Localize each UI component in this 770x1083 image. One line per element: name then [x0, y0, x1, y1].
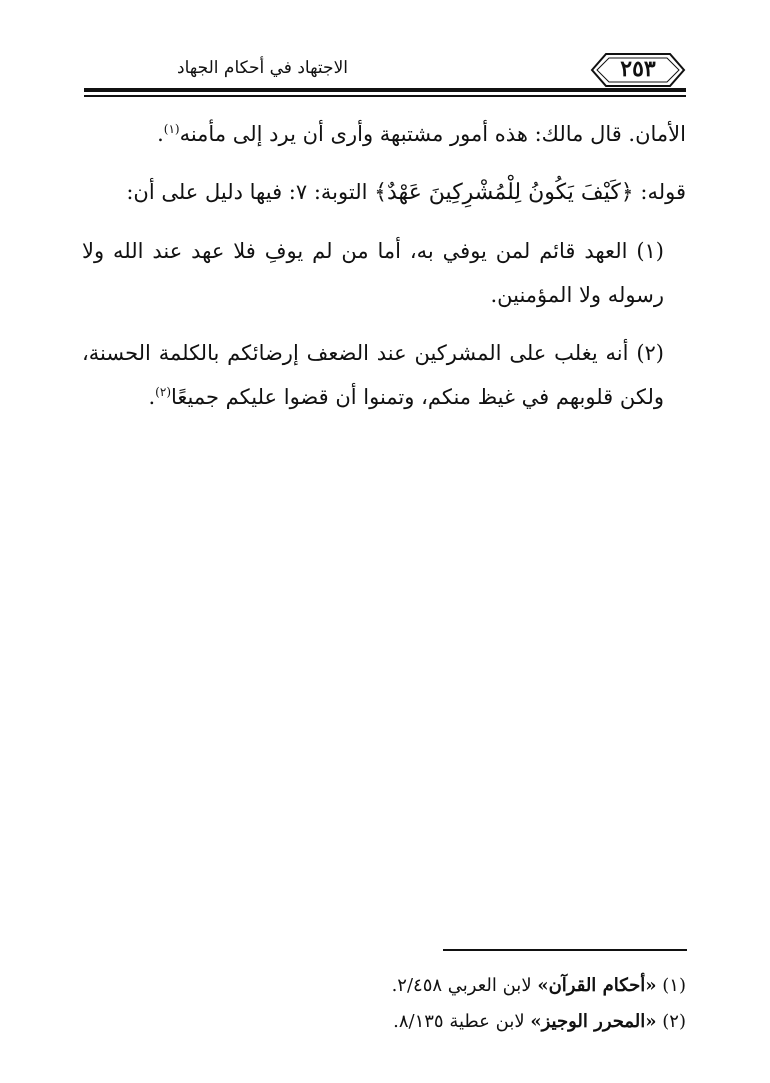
running-title: الاجتهاد في أحكام الجهاد: [177, 58, 348, 78]
footnote-2: [82, 1004, 686, 1040]
footnote-2-title: «المحرر الوجيز»: [530, 1011, 657, 1032]
footnote-1-rest: لابن العربي ٢/٤٥٨.: [391, 975, 538, 996]
footnote-2-rest: لابن عطية ٨/١٣٥.: [393, 1011, 531, 1032]
header-rule-thin: [84, 95, 686, 97]
paragraph-4: [82, 331, 686, 419]
paragraph-2-suffix: التوبة: ٧: فيها دليل على أن:: [126, 180, 375, 204]
footnote-1: [82, 968, 686, 1004]
paragraph-3: [82, 229, 686, 317]
paragraph-2-prefix: قوله:: [633, 180, 686, 204]
paragraph-1: [82, 112, 686, 156]
footnote-ref-1: (١): [163, 122, 180, 136]
paragraph-3-text: (١) العهد قائم لمن يوفي به، أما من لم يوفِ فلا عهد عند الله ولا رسوله ولا المؤمنين.: [82, 239, 664, 307]
footnote-1-title: «أحكام القرآن»: [537, 975, 657, 996]
paragraph-1-end: .: [157, 122, 164, 146]
paragraph-1-text: الأمان. قال مالك: هذه أمور مشتبهة وأرى أن يرد إلى مأمنه: [179, 122, 686, 146]
page-number: ٢٥٣: [620, 56, 656, 82]
footnote-2-number: (٢): [662, 1011, 686, 1032]
page-number-badge: [590, 52, 686, 88]
header-rule-thick: [84, 88, 686, 92]
footnote-1-number: (١): [662, 975, 686, 996]
quran-verse: ﴿كَيْفَ يَكُونُ لِلْمُشْرِكِينَ عَهْدٌ﴾: [374, 180, 634, 205]
paragraph-4-text: (٢) أنه يغلب على المشركين عند الضعف إرضائكم بالكلمة الحسنة، ولكن قلوبهم في غيظ منكم، وتمنوا أن قضوا عليكم جميعًا: [82, 341, 664, 409]
paragraph-4-end: .: [148, 385, 156, 409]
footnote-ref-2: (٢): [155, 385, 171, 399]
paragraph-2: [82, 170, 686, 215]
footnote-separator: [443, 949, 687, 951]
footnotes: [82, 968, 686, 1040]
main-text: [82, 112, 686, 433]
